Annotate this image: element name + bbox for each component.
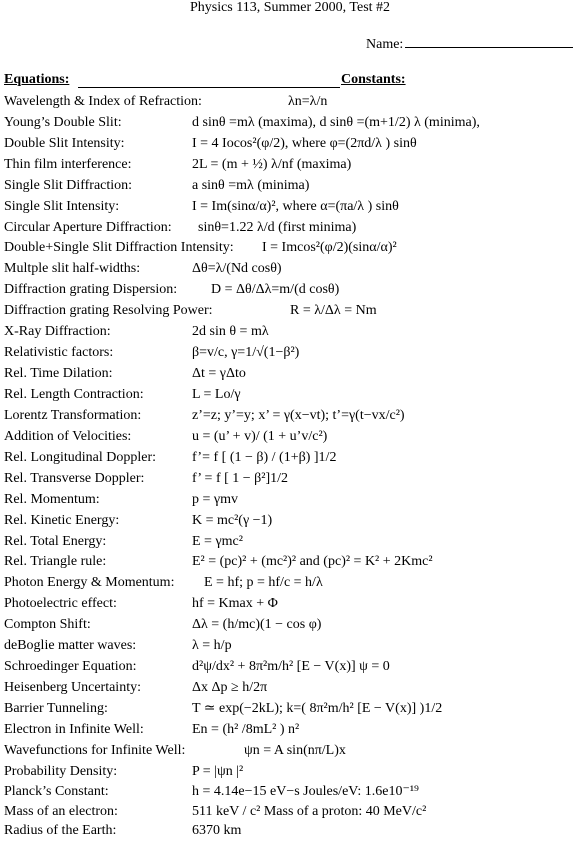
equation-label: Lorentz Transformation: (4, 408, 142, 423)
constants-heading: Constants: (341, 72, 406, 87)
equation-label: Wavelength & Index of Refraction: (4, 94, 202, 109)
equation-label: Compton Shift: (4, 617, 91, 632)
name-field[interactable] (366, 35, 573, 53)
equation-label: Schroedinger Equation: (4, 659, 137, 674)
equation-label: Diffraction grating Dispersion: (4, 282, 178, 297)
equation-label: Multple slit half-widths: (4, 261, 141, 276)
equation-formula: u = (u’ + v)/ (1 + u’v/c²) (192, 429, 328, 444)
equation-label: Photon Energy & Momentum: (4, 575, 175, 590)
equation-label: Wavefunctions for Infinite Well: (4, 743, 186, 758)
equation-label: Young’s Double Slit: (4, 115, 122, 130)
equation-label: Planck’s Constant: (4, 784, 109, 799)
page-title: Physics 113, Summer 2000, Test #2 (189, 0, 391, 15)
equation-formula: Δt = γΔto (192, 366, 246, 381)
equation-label: Addition of Velocities: (4, 429, 132, 444)
equation-label: Rel. Kinetic Energy: (4, 513, 120, 528)
equation-formula: D = Δθ/Δλ=m/(d cosθ) (211, 282, 340, 297)
equation-formula: Δλ = (h/mc)(1 − cos φ) (192, 617, 322, 632)
equation-formula: 6370 km (192, 823, 242, 838)
equation-formula: L = Lo/γ (192, 387, 241, 402)
equation-label: Photoelectric effect: (4, 596, 117, 611)
equation-label: Single Slit Intensity: (4, 199, 120, 214)
equation-formula: z’=z; y’=y; x’ = γ(x−vt); t’=γ(t−vx/c²) (192, 408, 405, 423)
equation-label: Radius of the Earth: (4, 823, 117, 838)
equation-label: Barrier Tunneling: (4, 701, 108, 716)
equation-label: Rel. Length Contraction: (4, 387, 144, 402)
equation-formula: K = mc²(γ −1) (192, 513, 273, 528)
equation-formula: E = hf; p = hf/c = h/λ (204, 575, 323, 590)
equation-formula: f’ = f [ 1 − β²]1/2 (192, 471, 289, 486)
equations-heading: Equations: (4, 72, 70, 87)
equation-label: Mass of an electron: (4, 804, 118, 819)
section-header (4, 72, 414, 88)
equation-formula: 511 keV / c² Mass of a proton: 40 MeV/c² (192, 804, 427, 819)
equation-label: Single Slit Diffraction: (4, 178, 133, 193)
equation-label: Electron in Infinite Well: (4, 722, 144, 737)
equation-formula: Δθ=λ/(Nd cosθ) (192, 261, 282, 276)
equation-formula: hf = Kmax + Φ (192, 596, 278, 611)
equation-formula: E = γmc² (192, 534, 243, 549)
equation-formula: P = |ψn |² (192, 764, 244, 779)
equation-formula: sinθ=1.22 λ/d (first minima) (198, 220, 357, 235)
name-label: Name: (366, 37, 404, 52)
equation-label: Thin film interference: (4, 157, 132, 172)
equation-formula: En = (h² /8mL² ) n² (192, 722, 300, 737)
equation-label: Circular Aperture Diffraction: (4, 220, 172, 235)
equation-formula: ψn = A sin(nπ/L)x (244, 743, 346, 758)
equation-formula: β=v/c, γ=1/√(1−β²) (192, 345, 300, 360)
name-blank-line[interactable] (405, 35, 573, 48)
equation-formula: I = 4 Iocos²(φ/2), where φ=(2πd/λ ) sinθ (192, 136, 417, 151)
equation-formula: p = γmv (192, 492, 238, 507)
header-underline (78, 87, 340, 88)
equation-label: Diffraction grating Resolving Power: (4, 303, 213, 318)
equation-formula: f’= f [ (1 − β) / (1+β) ]1/2 (192, 450, 337, 465)
equation-label: deBoglie matter waves: (4, 638, 137, 653)
equation-formula: I = Imcos²(φ/2)(sinα/α)² (262, 240, 397, 255)
equation-formula: T ≃ exp(−2kL); k=( 8π²m/h² [E − V(x)] )1/2 (192, 701, 443, 716)
equation-formula: Δx Δp ≥ h/2π (192, 680, 268, 695)
equation-formula: λn=λ/n (288, 94, 328, 109)
equation-formula: d sinθ =mλ (maxima), d sinθ =(m+1/2) λ (minima), (192, 115, 480, 130)
equation-formula: h = 4.14e−15 eV−s Joules/eV: 1.6e10⁻¹⁹ (192, 784, 419, 799)
equation-label: Rel. Total Energy: (4, 534, 107, 549)
equation-formula: d²ψ/dx² + 8π²m/h² [E − V(x)] ψ = 0 (192, 659, 390, 674)
equation-label: Rel. Longitudinal Doppler: (4, 450, 157, 465)
equation-label: Heisenberg Uncertainty: (4, 680, 141, 695)
equation-label: Rel. Transverse Doppler: (4, 471, 145, 486)
equation-label: Rel. Time Dilation: (4, 366, 113, 381)
equation-label: Rel. Momentum: (4, 492, 100, 507)
equation-formula: R = λ/Δλ = Nm (290, 303, 377, 318)
equation-label: Rel. Triangle rule: (4, 554, 107, 569)
equation-formula: E² = (pc)² + (mc²)² and (pc)² = K² + 2Kmc² (192, 554, 433, 569)
equation-label: Probability Density: (4, 764, 118, 779)
equation-label: X-Ray Diffraction: (4, 324, 111, 339)
equation-formula: λ = h/p (192, 638, 232, 653)
equation-formula: 2L = (m + ½) λ/nf (maxima) (192, 157, 352, 172)
equation-label: Double Slit Intensity: (4, 136, 125, 151)
equation-label: Relativistic factors: (4, 345, 114, 360)
equation-formula: 2d sin θ = mλ (192, 324, 269, 339)
equation-formula: I = Im(sinα/α)², where α=(πa/λ ) sinθ (192, 199, 399, 214)
equation-label: Double+Single Slit Diffraction Intensity: (4, 240, 234, 255)
equation-formula: a sinθ =mλ (minima) (192, 178, 310, 193)
